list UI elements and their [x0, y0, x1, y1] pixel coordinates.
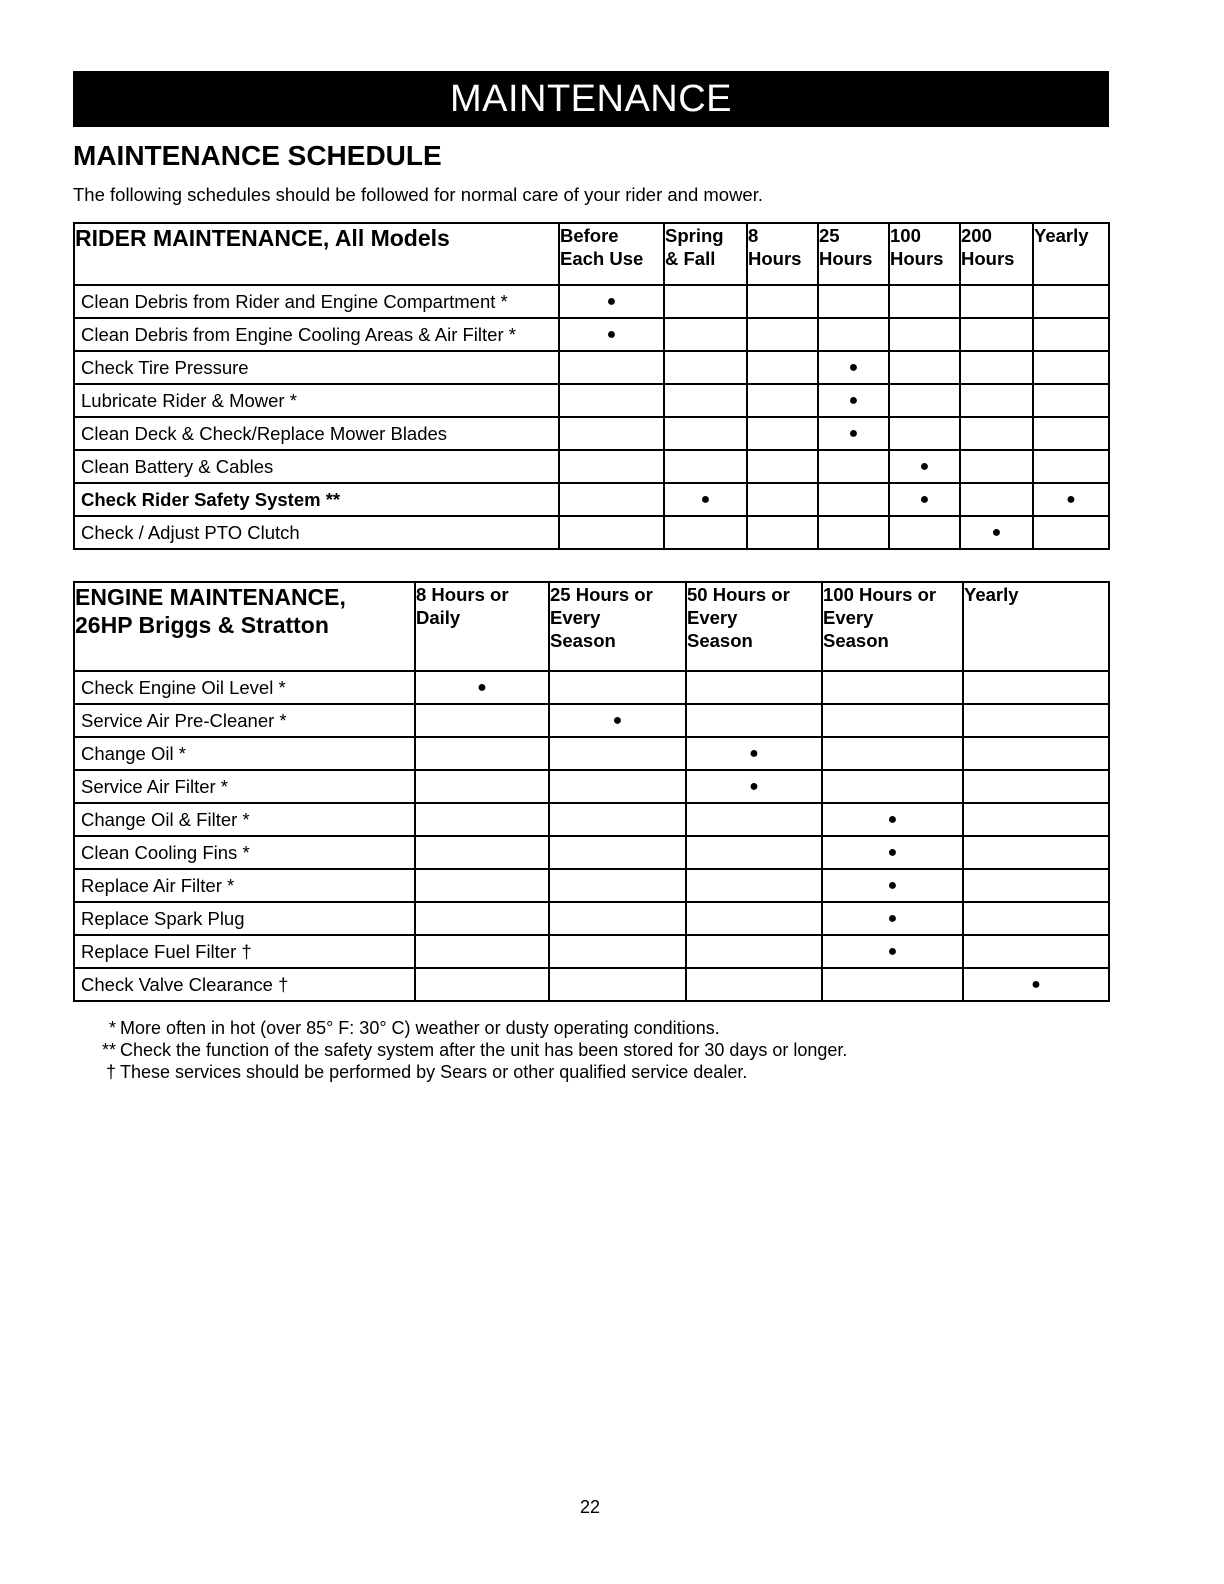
- engine-column-header-line: Every: [550, 607, 601, 628]
- schedule-dot: ●: [1031, 975, 1041, 993]
- schedule-dot: ●: [887, 942, 898, 960]
- intro-text: The following schedules should be followed for normal care of your rider and mower.: [73, 184, 764, 205]
- engine-schedule-cell: [415, 737, 549, 770]
- rider-schedule-cell: [747, 285, 818, 318]
- engine-column-header: [686, 582, 822, 671]
- engine-schedule-cell: [822, 869, 963, 902]
- rider-schedule-cell: [889, 318, 960, 351]
- engine-schedule-cell: [686, 935, 822, 968]
- rider-schedule-cell: [960, 483, 1033, 516]
- engine-schedule-cell: [822, 704, 963, 737]
- engine-column-header-line: 25 Hours or: [550, 584, 653, 605]
- rider-column-header-line: Each Use: [560, 248, 644, 269]
- rider-task-row: [74, 318, 1109, 351]
- engine-schedule-cell: [549, 968, 686, 1001]
- engine-column-header-line: Every: [687, 607, 738, 628]
- rider-schedule-cell: [1033, 351, 1109, 384]
- engine-column-header-line: Yearly: [964, 584, 1019, 605]
- engine-schedule-cell: [686, 869, 822, 902]
- rider-schedule-cell: [960, 351, 1033, 384]
- footnote: [80, 1039, 847, 1061]
- rider-column-header: [747, 223, 818, 285]
- engine-schedule-cell: [822, 671, 963, 704]
- engine-schedule-cell: [415, 671, 549, 704]
- rider-schedule-cell: [818, 285, 889, 318]
- rider-column-header-line: Hours: [890, 248, 944, 269]
- rider-schedule-cell: [1033, 483, 1109, 516]
- engine-schedule-cell: [415, 770, 549, 803]
- engine-title-line1: ENGINE MAINTENANCE,: [75, 584, 346, 610]
- engine-schedule-cell: [686, 737, 822, 770]
- schedule-dot: ●: [848, 424, 859, 442]
- rider-schedule-cell: [559, 384, 664, 417]
- rider-column-header: [1033, 223, 1109, 285]
- schedule-dot: ●: [749, 744, 759, 762]
- rider-schedule-cell: [559, 285, 664, 318]
- rider-column-header-line: Yearly: [1034, 225, 1089, 246]
- rider-schedule-cell: [664, 384, 747, 417]
- rider-schedule-cell: [818, 483, 889, 516]
- rider-task-name: Check Rider Safety System **: [74, 483, 559, 516]
- engine-schedule-cell: [822, 770, 963, 803]
- engine-task-row: [74, 836, 1109, 869]
- footnote-text: These services should be performed by Sears or other qualified service dealer.: [120, 1062, 748, 1082]
- engine-schedule-cell: [686, 704, 822, 737]
- engine-task-name: Clean Cooling Fins *: [74, 836, 415, 869]
- rider-schedule-cell: [1033, 285, 1109, 318]
- rider-task-name: Clean Debris from Engine Cooling Areas & Air Filter *: [74, 318, 559, 351]
- rider-schedule-cell: [889, 516, 960, 549]
- engine-schedule-cell: [549, 869, 686, 902]
- schedule-dot: ●: [887, 843, 898, 861]
- rider-column-header: [889, 223, 960, 285]
- engine-schedule-cell: [415, 803, 549, 836]
- rider-column-header-line: Hours: [748, 248, 802, 269]
- engine-task-row: [74, 671, 1109, 704]
- engine-column-header: [415, 582, 549, 671]
- engine-schedule-cell: [549, 737, 686, 770]
- rider-schedule-cell: [747, 483, 818, 516]
- engine-task-name: Service Air Filter *: [74, 770, 415, 803]
- rider-schedule-cell: [1033, 318, 1109, 351]
- rider-schedule-cell: [664, 417, 747, 450]
- engine-column-header-line: Season: [823, 630, 889, 651]
- engine-schedule-cell: [686, 968, 822, 1001]
- page-banner: MAINTENANCE: [73, 71, 1109, 127]
- engine-schedule-cell: [822, 902, 963, 935]
- engine-schedule-cell: [822, 737, 963, 770]
- engine-schedule-cell: [686, 836, 822, 869]
- rider-schedule-cell: [960, 417, 1033, 450]
- engine-task-row: [74, 869, 1109, 902]
- engine-schedule-cell: [549, 770, 686, 803]
- rider-task-row: [74, 417, 1109, 450]
- rider-schedule-cell: [747, 450, 818, 483]
- rider-schedule-cell: [1033, 516, 1109, 549]
- engine-schedule-cell: [415, 704, 549, 737]
- engine-title-line2: 26HP Briggs & Stratton: [75, 612, 329, 638]
- rider-schedule-cell: [818, 318, 889, 351]
- schedule-dot: ●: [606, 292, 617, 310]
- rider-column-header: [960, 223, 1033, 285]
- engine-schedule-cell: [549, 671, 686, 704]
- schedule-dot: ●: [848, 391, 859, 409]
- engine-schedule-cell: [549, 935, 686, 968]
- rider-schedule-cell: [559, 318, 664, 351]
- engine-task-name: Change Oil *: [74, 737, 415, 770]
- rider-schedule-cell: [559, 516, 664, 549]
- rider-schedule-cell: [818, 417, 889, 450]
- engine-task-row: [74, 704, 1109, 737]
- engine-schedule-cell: [963, 704, 1109, 737]
- rider-column-header-line: 25: [819, 225, 840, 246]
- rider-task-row: [74, 450, 1109, 483]
- rider-schedule-cell: [664, 285, 747, 318]
- schedule-dot: ●: [848, 358, 859, 376]
- engine-task-name: Change Oil & Filter *: [74, 803, 415, 836]
- rider-schedule-cell: [1033, 384, 1109, 417]
- rider-task-row: [74, 516, 1109, 549]
- engine-column-header-line: Every: [823, 607, 874, 628]
- engine-header-row: [74, 582, 1109, 671]
- rider-task-name: Clean Battery & Cables: [74, 450, 559, 483]
- rider-column-header: [664, 223, 747, 285]
- rider-schedule-cell: [818, 351, 889, 384]
- engine-column-header: [822, 582, 963, 671]
- engine-schedule-cell: [963, 968, 1109, 1001]
- footnote-text: More often in hot (over 85° F: 30° C) weather or dusty operating conditions.: [120, 1018, 720, 1038]
- rider-schedule-cell: [960, 516, 1033, 549]
- rider-table-title: RIDER MAINTENANCE, All Models: [74, 223, 559, 285]
- schedule-dot: ●: [606, 325, 617, 343]
- rider-task-name: Clean Deck & Check/Replace Mower Blades: [74, 417, 559, 450]
- rider-schedule-cell: [559, 351, 664, 384]
- engine-schedule-cell: [549, 803, 686, 836]
- rider-column-header: [559, 223, 664, 285]
- engine-task-row: [74, 902, 1109, 935]
- rider-column-header-line: Hours: [819, 248, 873, 269]
- rider-schedule-cell: [960, 318, 1033, 351]
- engine-column-header: [963, 582, 1109, 671]
- engine-schedule-cell: [415, 968, 549, 1001]
- engine-schedule-cell: [686, 803, 822, 836]
- rider-schedule-cell: [889, 351, 960, 384]
- engine-task-name: Replace Spark Plug: [74, 902, 415, 935]
- rider-schedule-cell: [1033, 450, 1109, 483]
- footnote-mark: *: [108, 1018, 116, 1038]
- rider-task-row: [74, 384, 1109, 417]
- section-title: MAINTENANCE SCHEDULE: [73, 140, 442, 171]
- rider-schedule-cell: [664, 318, 747, 351]
- rider-schedule-cell: [960, 285, 1033, 318]
- rider-schedule-cell: [559, 450, 664, 483]
- schedule-dot: ●: [919, 457, 930, 475]
- schedule-dot: ●: [991, 523, 1002, 541]
- engine-schedule-cell: [963, 737, 1109, 770]
- schedule-dot: ●: [1066, 490, 1076, 508]
- rider-schedule-cell: [889, 285, 960, 318]
- engine-schedule-cell: [822, 935, 963, 968]
- engine-task-name: Check Valve Clearance †: [74, 968, 415, 1001]
- engine-schedule-cell: [822, 836, 963, 869]
- rider-task-row: [74, 351, 1109, 384]
- engine-schedule-cell: [686, 671, 822, 704]
- engine-task-row: [74, 935, 1109, 968]
- engine-task-name: Service Air Pre-Cleaner *: [74, 704, 415, 737]
- engine-schedule-cell: [415, 836, 549, 869]
- engine-schedule-cell: [549, 836, 686, 869]
- engine-schedule-cell: [549, 902, 686, 935]
- footnote-text: Check the function of the safety system after the unit has been stored for 30 days or longer.: [120, 1040, 848, 1060]
- engine-schedule-cell: [822, 803, 963, 836]
- engine-schedule-cell: [963, 671, 1109, 704]
- rider-column-header-line: & Fall: [665, 248, 716, 269]
- page-number: 22: [579, 1497, 601, 1517]
- engine-schedule-cell: [963, 770, 1109, 803]
- engine-column-header-line: Daily: [416, 607, 461, 628]
- engine-schedule-cell: [963, 836, 1109, 869]
- rider-task-row: [74, 285, 1109, 318]
- rider-schedule-cell: [559, 417, 664, 450]
- engine-schedule-cell: [415, 902, 549, 935]
- engine-schedule-cell: [549, 704, 686, 737]
- schedule-dot: ●: [919, 490, 930, 508]
- engine-column-header-line: 50 Hours or: [687, 584, 790, 605]
- rider-task-name: Clean Debris from Rider and Engine Compartment *: [74, 285, 559, 318]
- engine-column-header-line: Season: [550, 630, 616, 651]
- schedule-dot: ●: [887, 909, 898, 927]
- rider-column-header-line: Spring: [665, 225, 724, 246]
- schedule-dot: ●: [477, 678, 487, 696]
- engine-column-header-line: Season: [687, 630, 753, 651]
- rider-schedule-cell: [889, 450, 960, 483]
- engine-schedule-cell: [415, 869, 549, 902]
- engine-maintenance-table: [73, 581, 1110, 1002]
- rider-header-row: [74, 223, 1109, 285]
- engine-schedule-cell: [415, 935, 549, 968]
- rider-task-name: Check Tire Pressure: [74, 351, 559, 384]
- engine-task-name: Check Engine Oil Level *: [74, 671, 415, 704]
- engine-task-row: [74, 968, 1109, 1001]
- footnote: [80, 1017, 847, 1039]
- footnotes: [80, 1017, 847, 1083]
- rider-schedule-cell: [664, 351, 747, 384]
- footnote-mark: †: [105, 1062, 116, 1082]
- engine-schedule-cell: [963, 869, 1109, 902]
- engine-task-row: [74, 770, 1109, 803]
- rider-schedule-cell: [747, 318, 818, 351]
- rider-schedule-cell: [664, 483, 747, 516]
- rider-schedule-cell: [747, 417, 818, 450]
- engine-table-title: [74, 582, 415, 671]
- schedule-dot: ●: [749, 777, 759, 795]
- rider-column-header-line: Before: [560, 225, 619, 246]
- rider-schedule-cell: [664, 516, 747, 549]
- schedule-dot: ●: [887, 876, 898, 894]
- engine-column-header-line: 100 Hours or: [823, 584, 937, 605]
- rider-schedule-cell: [559, 483, 664, 516]
- engine-schedule-cell: [963, 803, 1109, 836]
- schedule-dot: ●: [612, 711, 623, 729]
- engine-task-row: [74, 737, 1109, 770]
- rider-schedule-cell: [1033, 417, 1109, 450]
- rider-column-header: [818, 223, 889, 285]
- engine-schedule-cell: [686, 770, 822, 803]
- rider-task-name: Lubricate Rider & Mower *: [74, 384, 559, 417]
- rider-task-row: [74, 483, 1109, 516]
- rider-schedule-cell: [818, 450, 889, 483]
- rider-schedule-cell: [960, 450, 1033, 483]
- rider-column-header-line: 100: [890, 225, 921, 246]
- engine-task-row: [74, 803, 1109, 836]
- rider-schedule-cell: [889, 483, 960, 516]
- schedule-dot: ●: [887, 810, 898, 828]
- schedule-dot: ●: [700, 490, 711, 508]
- rider-maintenance-table: [73, 222, 1110, 550]
- engine-schedule-cell: [686, 902, 822, 935]
- rider-schedule-cell: [889, 384, 960, 417]
- rider-schedule-cell: [664, 450, 747, 483]
- rider-column-header-line: Hours: [961, 248, 1015, 269]
- rider-schedule-cell: [747, 516, 818, 549]
- engine-schedule-cell: [963, 935, 1109, 968]
- rider-column-header-line: 200: [961, 225, 992, 246]
- engine-schedule-cell: [822, 968, 963, 1001]
- engine-column-header: [549, 582, 686, 671]
- rider-column-header-line: 8: [748, 225, 759, 246]
- rider-task-name: Check / Adjust PTO Clutch: [74, 516, 559, 549]
- rider-schedule-cell: [818, 516, 889, 549]
- engine-schedule-cell: [963, 902, 1109, 935]
- rider-schedule-cell: [960, 384, 1033, 417]
- engine-task-name: Replace Air Filter *: [74, 869, 415, 902]
- rider-schedule-cell: [747, 384, 818, 417]
- engine-task-name: Replace Fuel Filter †: [74, 935, 415, 968]
- footnote-mark: **: [101, 1040, 116, 1060]
- rider-schedule-cell: [889, 417, 960, 450]
- engine-column-header-line: 8 Hours or: [416, 584, 509, 605]
- footnote: [80, 1061, 847, 1083]
- rider-schedule-cell: [818, 384, 889, 417]
- rider-schedule-cell: [747, 351, 818, 384]
